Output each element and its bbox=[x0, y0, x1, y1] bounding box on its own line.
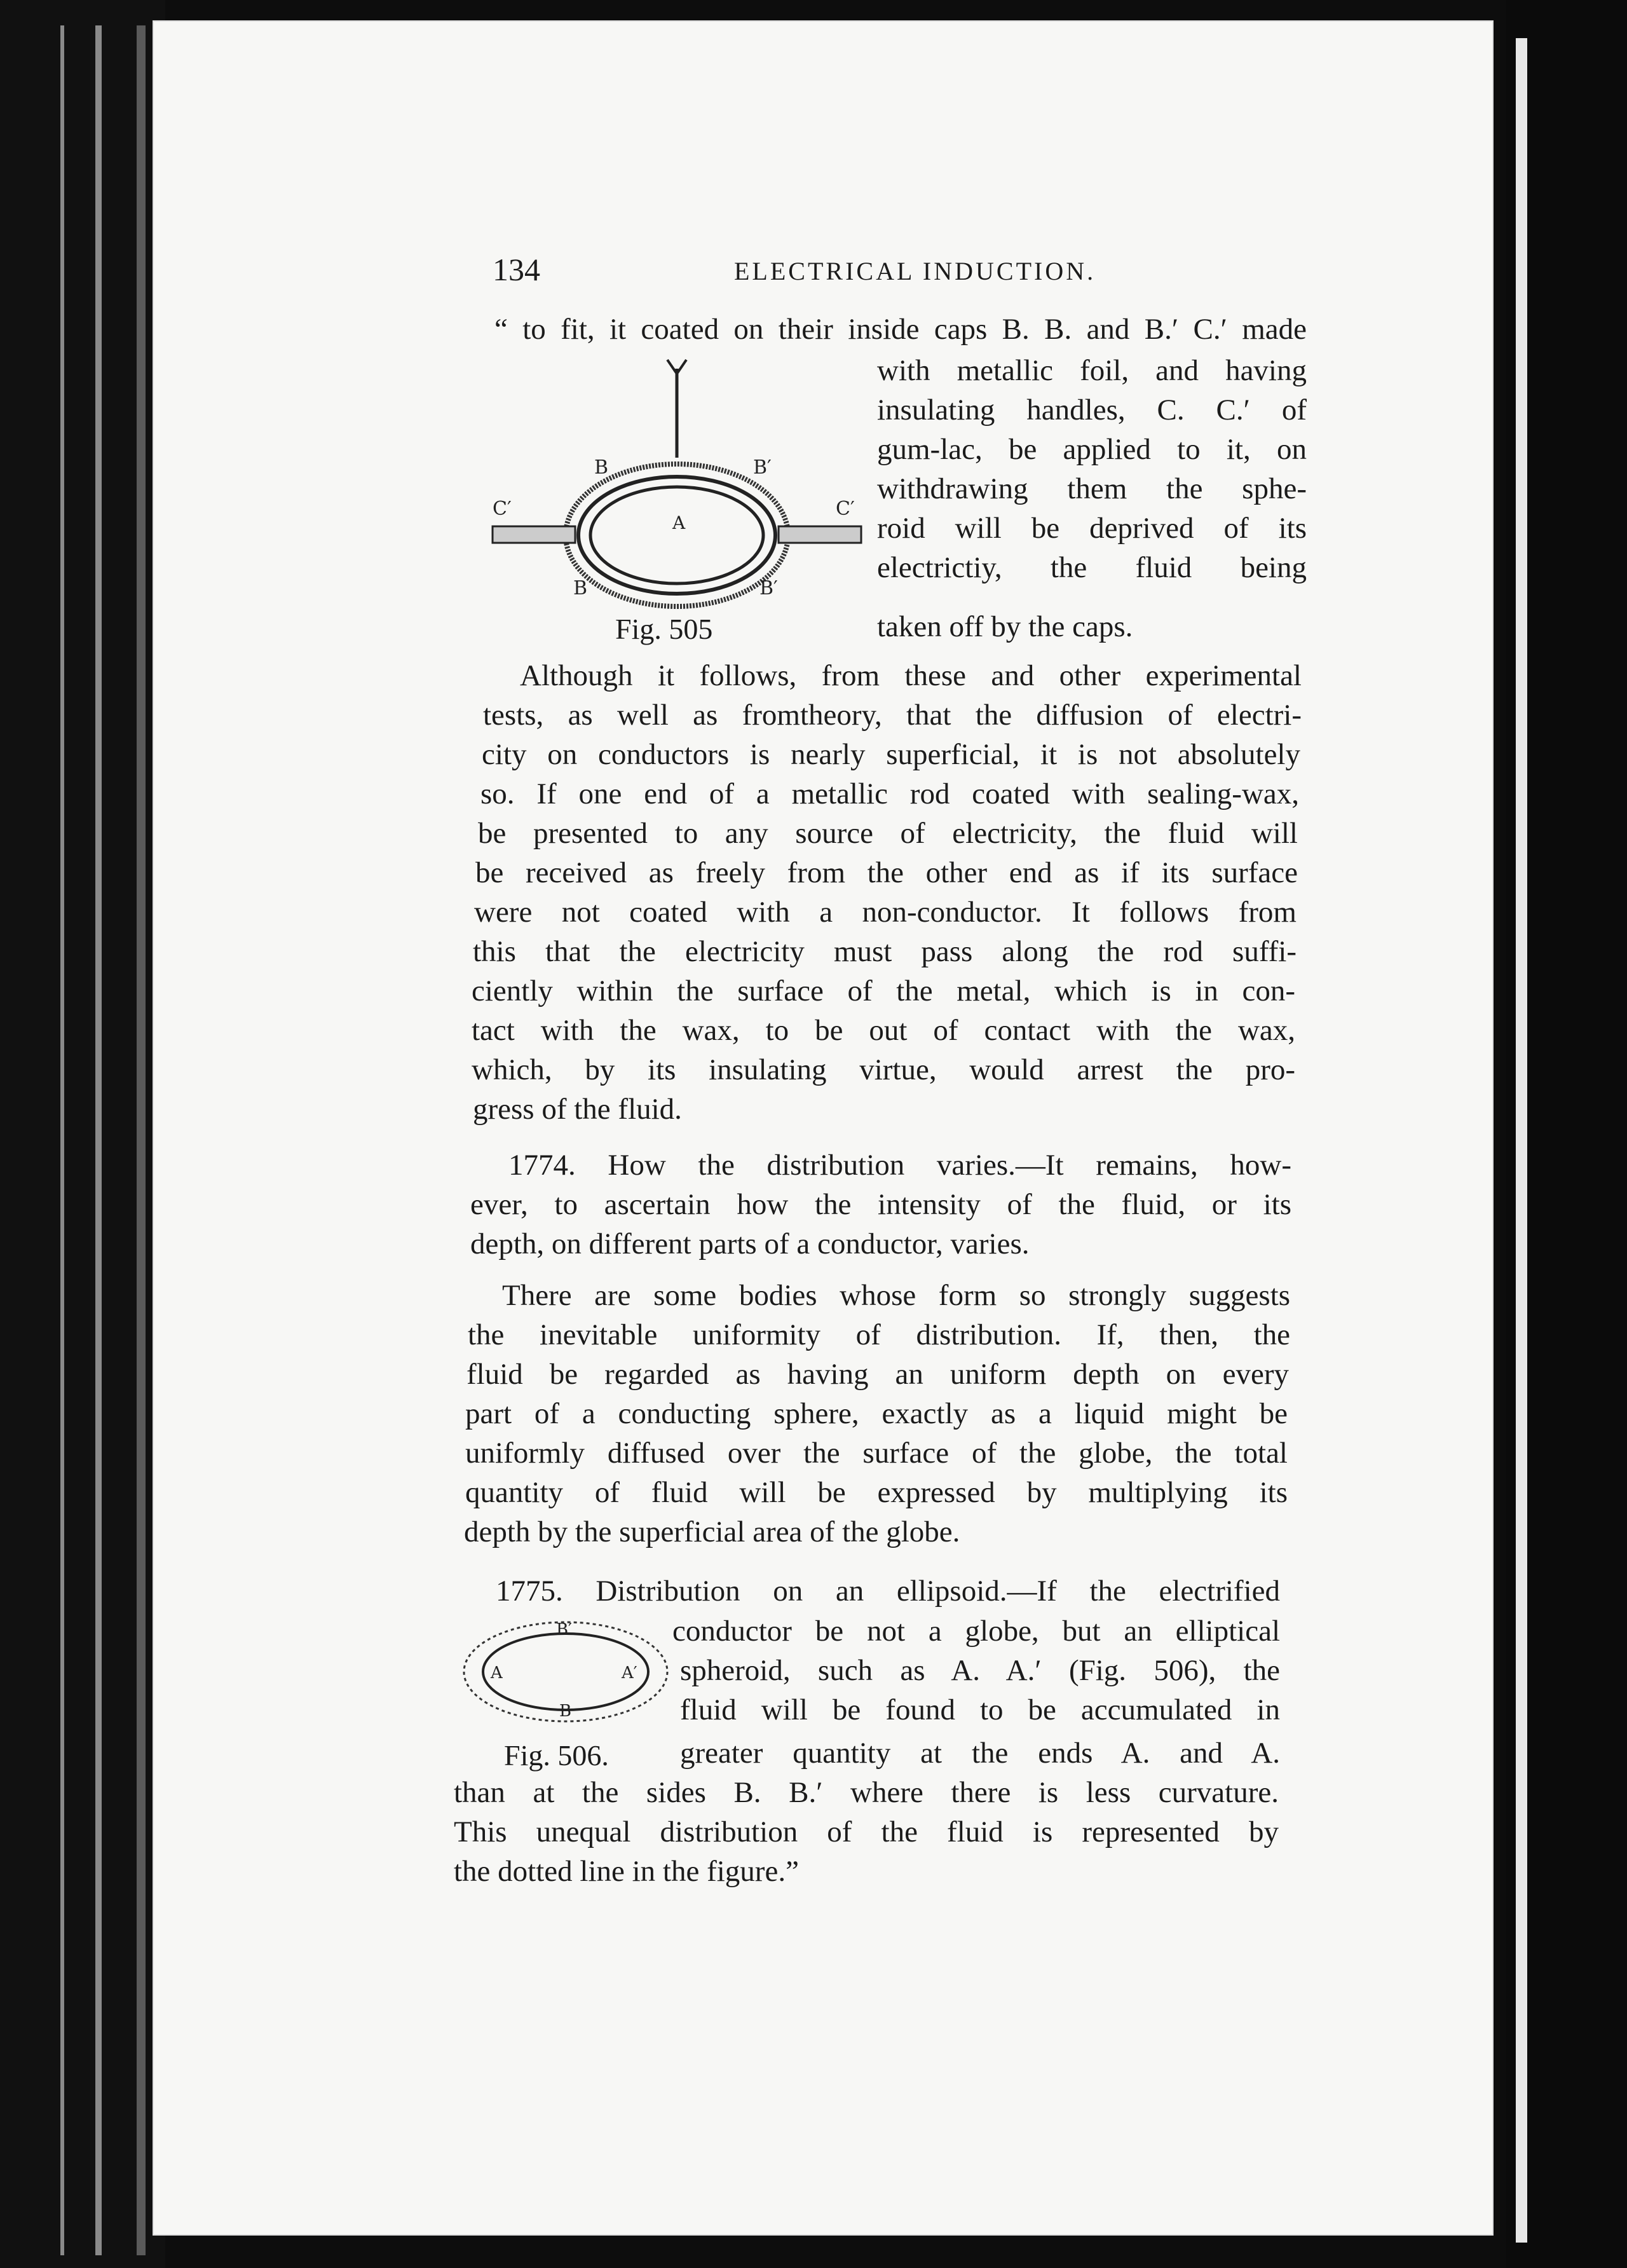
fig506-label-bottom: B bbox=[559, 1702, 572, 1721]
figure-506-diagram bbox=[458, 1615, 674, 1729]
text-line: depth by the superficial area of the globe. bbox=[464, 1515, 960, 1548]
text-line: 1774. How the distribution varies.—It remains, how- bbox=[508, 1149, 1291, 1182]
text-line: than at the sides B. B.′ where there is less curvature. bbox=[454, 1776, 1279, 1809]
text-line: This unequal distribution of the fluid is represented by bbox=[454, 1815, 1279, 1848]
text-line: part of a conducting sphere, exactly as a liquid might be bbox=[465, 1397, 1288, 1430]
text-line: conductor be not a globe, but an elliptical bbox=[672, 1615, 1280, 1648]
text-line: 1775. Distribution on an ellipsoid.—If the electrified bbox=[496, 1575, 1280, 1608]
fig505-label-bottom-right: B′ bbox=[759, 577, 778, 599]
text-line: tests, as well as fromtheory, that the diffusion of electri- bbox=[483, 699, 1302, 732]
fig505-label-right: C′ bbox=[836, 498, 855, 520]
figure-506-caption: Fig. 506. bbox=[504, 1739, 609, 1772]
text-line: roid will be deprived of its bbox=[877, 512, 1307, 545]
text-line: be presented to any source of electricity, the fluid will bbox=[478, 817, 1298, 850]
text-line: insulating handles, C. C.′ of bbox=[877, 393, 1307, 427]
text-line: ever, to ascertain how the intensity of the fluid, or its bbox=[470, 1188, 1291, 1221]
fig505-label-left: C′ bbox=[493, 498, 512, 520]
page-number: 134 bbox=[493, 252, 540, 287]
text-line: There are some bodies whose form so strongly suggests bbox=[502, 1279, 1290, 1312]
running-title: ELECTRICAL INDUCTION. bbox=[734, 257, 1096, 285]
book-page bbox=[153, 20, 1494, 2236]
figure-505-diagram bbox=[483, 356, 864, 623]
fig506-label-left: A bbox=[491, 1663, 503, 1683]
text-line: which, by its insulating virtue, would arrest the pro- bbox=[472, 1053, 1295, 1086]
text-line: were not coated with a non-conductor. It follows from bbox=[474, 896, 1297, 929]
text-line: city on conductors is nearly superficial, it is not absolutely bbox=[482, 738, 1300, 771]
text-line: spheroid, such as A. A.′ (Fig. 506), the bbox=[680, 1654, 1280, 1687]
fig505-label-top-left: B bbox=[594, 456, 609, 479]
figure-505-caption: Fig. 505 bbox=[615, 613, 713, 645]
text-line: fluid will be found to be accumulated in bbox=[680, 1693, 1280, 1726]
text-line: taken off by the caps. bbox=[877, 610, 1133, 643]
text-line: Although it follows, from these and other experimental bbox=[520, 659, 1302, 692]
text-line: this that the electricity must pass along the rod suffi- bbox=[473, 935, 1297, 968]
fig505-label-bottom-left: B bbox=[573, 577, 588, 599]
text-line: gress of the fluid. bbox=[473, 1093, 682, 1126]
spine-edge-line bbox=[95, 25, 102, 2255]
text-line: tact with the wax, to be out of contact with the wax, bbox=[472, 1014, 1295, 1047]
text-line: quantity of fluid will be expressed by multiplying its bbox=[465, 1476, 1288, 1509]
text-line: electrictiy, the fluid being bbox=[877, 551, 1307, 584]
text-line: be received as freely from the other end as if its surface bbox=[475, 856, 1298, 889]
spine-edge-line bbox=[137, 25, 146, 2255]
text-line: “ to fit, it coated on their inside caps B. B. and B.′ C.′ made bbox=[494, 313, 1307, 346]
next-page-edge bbox=[1516, 38, 1527, 2243]
fig506-label-top: B′ bbox=[556, 1620, 573, 1639]
fig505-label-center: A bbox=[672, 512, 686, 533]
fig505-label-top-right: B′ bbox=[753, 456, 772, 479]
text-line: the dotted line in the figure.” bbox=[454, 1855, 799, 1888]
text-line: greater quantity at the ends A. and A. bbox=[680, 1737, 1280, 1770]
text-line: ciently within the surface of the metal, which is in con- bbox=[472, 974, 1295, 1008]
text-line: uniformly diffused over the surface of the globe, the total bbox=[465, 1437, 1288, 1470]
text-line: withdrawing them the sphe- bbox=[877, 472, 1307, 505]
text-line: fluid be regarded as having an uniform depth on every bbox=[466, 1358, 1289, 1391]
text-line: the inevitable uniformity of distribution. If, then, the bbox=[468, 1318, 1290, 1351]
text-line: depth, on different parts of a conductor, varies. bbox=[470, 1227, 1030, 1260]
fig506-label-right: A′ bbox=[622, 1663, 637, 1683]
spine-edge-line bbox=[60, 25, 64, 2255]
text-line: with metallic foil, and having bbox=[877, 354, 1307, 387]
text-line: gum-lac, be applied to it, on bbox=[877, 433, 1307, 466]
text-line: so. If one end of a metallic rod coated with sealing-wax, bbox=[480, 777, 1299, 810]
